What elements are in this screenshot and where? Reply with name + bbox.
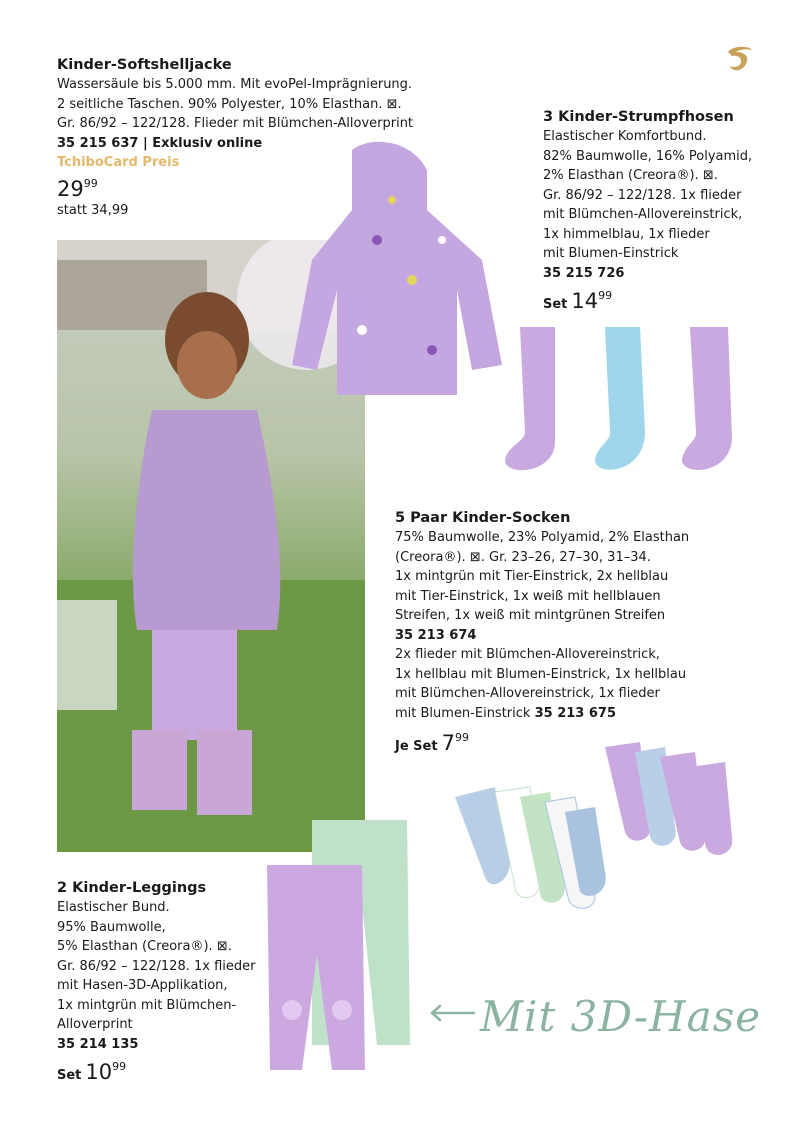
tchibocard-label: TchiboCard Preis <box>57 155 180 170</box>
wash-30-icon: ⊠. <box>386 96 402 112</box>
softshell-article: 35 215 637 | Exklusiv online <box>57 135 263 151</box>
leggings-line: Elastischer Bund. <box>57 900 170 915</box>
tights-article: 35 215 726 <box>543 265 625 281</box>
tights-line: Elastischer Komfortbund. <box>543 129 707 144</box>
leggings-block <box>57 878 277 1084</box>
tights-title: 3 Kinder-Strumpfhosen <box>543 109 734 125</box>
wash-30-icon: ⊠. <box>216 939 232 954</box>
softshell-title: Kinder-Softshelljacke <box>57 57 232 73</box>
softshell-line: Wassersäule bis 5.000 mm. Mit evoPel-Imprägnierung. <box>57 77 413 92</box>
tights-line: mit Blümchen-Allovereinstrick, <box>543 207 743 222</box>
handwritten-note: Mit 3D-Hase <box>480 992 762 1041</box>
softshell-line: Gr. 86/92 – 122/128. Flieder mit Blümchen-Alloverprint <box>57 116 414 131</box>
softshell-price: $29^{99}$ <box>57 176 98 201</box>
socks-line: Streifen, 1x weiß mit mintgrünen Streifen <box>395 608 666 623</box>
tights-line: 82% Baumwolle, 16% Polyamid, <box>543 148 753 164</box>
leggings-price: Set $10^{99}$ <box>57 1060 127 1084</box>
tights-line: 2% Elasthan (Creora®). ⊠. <box>543 168 718 183</box>
leggings-line: Alloverprint <box>57 1017 133 1032</box>
jacket-image <box>292 140 504 405</box>
socks-block <box>395 508 715 755</box>
socks-article-2: 35 213 675 <box>534 705 616 721</box>
socks-price: Je Set $7^{99}$ <box>395 731 469 755</box>
tights-line: 1x himmelblau, 1x flieder <box>543 226 710 242</box>
socks-line: mit Blumen-Einstrick 35 213 675 <box>395 705 616 721</box>
socks-image <box>450 742 740 912</box>
leggings-line: 5% Elasthan (Creora®). ⊠. <box>57 939 232 954</box>
softshell-line: 2 seitliche Taschen. 90% Polyester, 10% Elasthan. ⊠. <box>57 96 402 112</box>
tchibo-logo-icon <box>722 42 756 76</box>
leggings-line: 1x mintgrün mit Blümchen- <box>57 997 237 1013</box>
socks-line: 2x flieder mit Blümchen-Allovereinstrick, <box>395 647 660 662</box>
tights-line: mit Blumen-Einstrick <box>543 246 679 261</box>
leggings-title: 2 Kinder-Leggings <box>57 880 207 896</box>
socks-article-1: 35 213 674 <box>395 627 477 643</box>
arrow-left-icon <box>428 1003 476 1027</box>
socks-line: mit Blümchen-Allovereinstrick, 1x flieder <box>395 686 660 701</box>
leggings-line: Gr. 86/92 – 122/128. 1x flieder <box>57 958 256 974</box>
socks-title: 5 Paar Kinder-Socken <box>395 510 571 526</box>
leggings-image <box>262 815 412 1077</box>
leggings-article: 35 214 135 <box>57 1036 139 1052</box>
socks-line: 75% Baumwolle, 23% Polyamid, 2% Elasthan <box>395 530 690 545</box>
leggings-line: 95% Baumwolle, <box>57 919 166 935</box>
socks-line: 1x hellblau mit Blumen-Einstrick, 1x hellblau <box>395 666 687 682</box>
tights-line: Gr. 86/92 – 122/128. 1x flieder <box>543 187 742 203</box>
tights-price: Set $14^{99}$ <box>543 289 613 313</box>
leggings-line: mit Hasen-3D-Applikation, <box>57 978 228 993</box>
socks-line: 1x mintgrün mit Tier-Einstrick, 2x hellblau <box>395 569 669 584</box>
socks-line: mit Tier-Einstrick, 1x weiß mit hellblauen <box>395 588 661 604</box>
socks-line: (Creora®). ⊠. Gr. 23–26, 27–30, 31–34. <box>395 549 651 565</box>
wash-30-icon: ⊠. <box>702 168 718 183</box>
softshell-was-price: statt 34,99 <box>57 202 129 218</box>
tights-image <box>500 322 750 482</box>
wash-30-icon: ⊠. <box>469 549 485 565</box>
tights-block <box>543 107 773 313</box>
